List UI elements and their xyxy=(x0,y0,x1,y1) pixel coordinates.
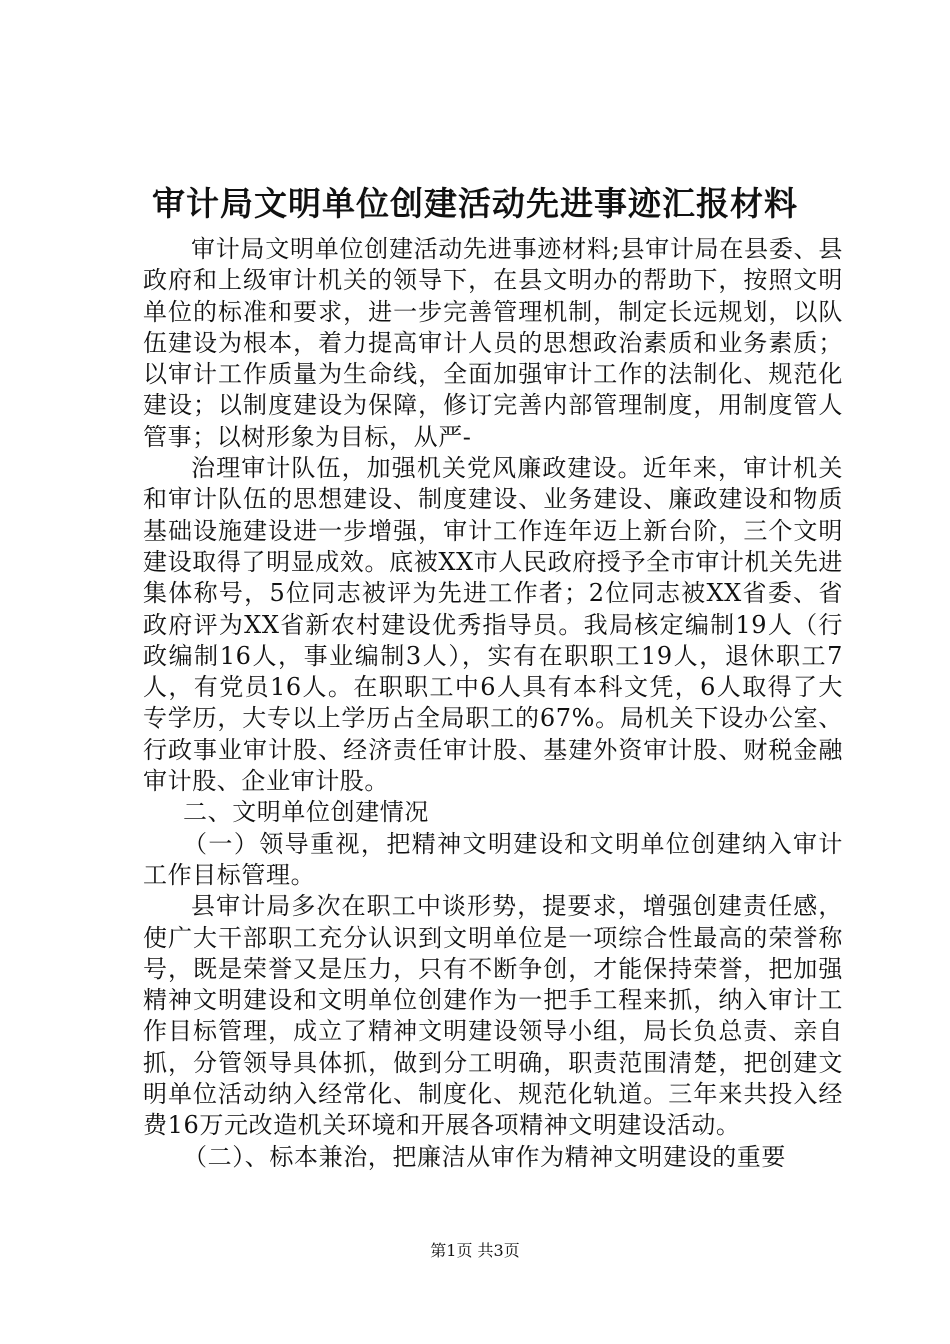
document-body xyxy=(143,234,843,1173)
subsection-heading-2: （二）、标本兼治，把廉洁从审作为精神文明建设的重要 xyxy=(183,1142,786,1171)
paragraph-overview: 治理审计队伍，加强机关党风廉政建设。近年来，审计机关和审计队伍的思想建设、制度建设、业务建设、廉政建设和物质基础设施建设进一步增强，审计工作连年迈上新台阶，三个文明建设取得了明显成效。底被XX市人民政府授予全市审计机关先进集体称号，5位同志被评为先进工作者；2位同志被XX省委、省政府评为XX省新农村建设优秀指导员。我局核定编制19人（行政编制16人，事业编制3人），实有在职职工19人，退休职工7人，有党员16人。在职职工中6人具有本科文凭，6人取得了大专学历，大专以上学历占全局职工的67%。局机关下设办公室、行政事业审计股、经济责任审计股、基建外资审计股、财税金融审计股、企业审计股。 xyxy=(143,454,843,796)
document-title: 审计局文明单位创建活动先进事迹汇报材料 xyxy=(152,184,798,223)
page-number-footer: 第1页 共3页 xyxy=(430,1241,520,1260)
paragraph-leadership: 县审计局多次在职工中谈形势，提要求，增强创建责任感，使广大干部职工充分认识到文明单位是一项综合性最高的荣誉称号，既是荣誉又是压力，只有不断争创，才能保持荣誉，把加强精神文明建设和文明单位创建作为一把手工程来抓，纳入审计工作目标管理，成立了精神文明建设领导小组，局长负总责、亲自抓，分管领导具体抓，做到分工明确，职责范围清楚，把创建文明单位活动纳入经常化、制度化、规范化轨道。三年来共投入经费16万元改造机关环境和开展各项精神文明建设活动。 xyxy=(143,892,843,1140)
subsection-heading-1: （一）领导重视，把精神文明建设和文明单位创建纳入审计工作目标管理。 xyxy=(143,829,843,889)
section-heading-2: 二、文明单位创建情况 xyxy=(183,798,429,827)
paragraph-intro: 审计局文明单位创建活动先进事迹材料;县审计局在县委、县政府和上级审计机关的领导下，在县文明办的帮助下，按照文明单位的标准和要求，进一步完善管理机制，制定长远规划，以队伍建设为根本，着力提高审计人员的思想政治素质和业务素质；以审计工作质量为生命线，全面加强审计工作的法制化、规范化建设；以制度建设为保障，修订完善内部管理制度，用制度管人管事；以树形象为目标，从严- xyxy=(143,235,843,451)
